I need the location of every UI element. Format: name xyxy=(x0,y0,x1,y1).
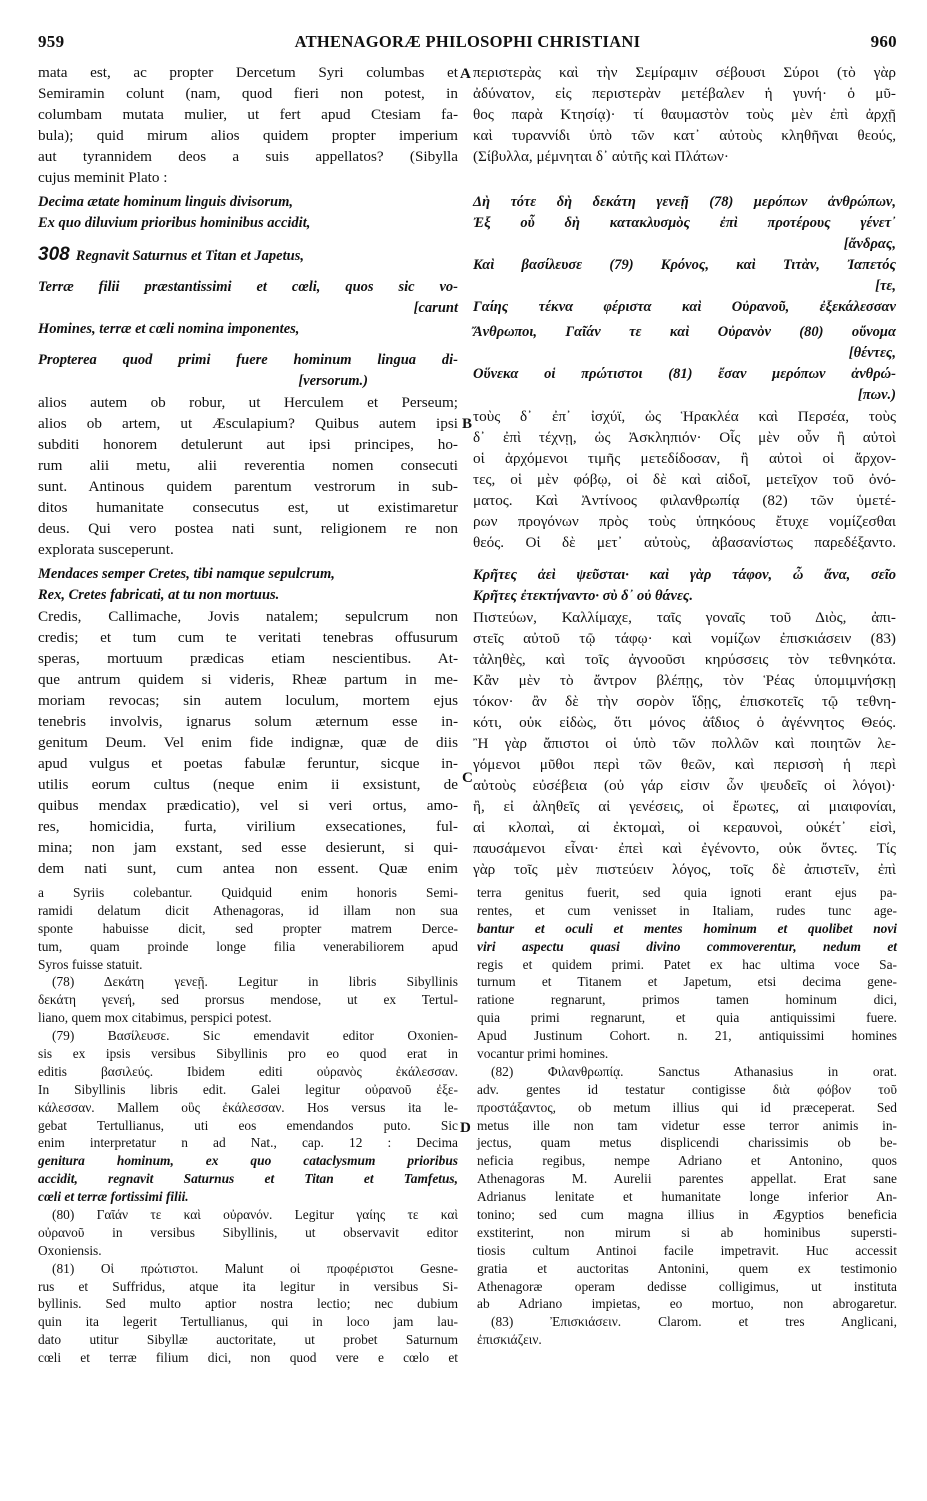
note-line: exstiterint, non mirum si ab hominibus supersti- xyxy=(477,1224,897,1240)
text-line: ἀδύνατον, εἰς περιστερὰν μετέβαλεν ἡ γυνή· ὁ μῦ- xyxy=(473,85,896,102)
note-line: genitura hominum, ex quo cataclysmum prioribus xyxy=(38,1153,458,1169)
text-line: utilis eorum cultus (neque enim ii exsistunt, de xyxy=(38,776,458,793)
text-line: αἱ κλοπαὶ, αἱ ἐκτομαὶ, οἱ κεραυνοὶ, οὐκέτ᾽ εἰσὶ, xyxy=(473,819,896,836)
note-line: dato utitur Sibyllæ auctoritate, ut probet Saturnum xyxy=(38,1332,458,1348)
running-title: ATHENAGORÆ PHILOSOPHI CHRISTIANI xyxy=(294,32,641,51)
text-line: alios autem ob robur, ut Herculem et Perseum; xyxy=(38,394,458,411)
note-line: (78) Δεκάτη γενεῇ. Legitur in libris Sibyllinis xyxy=(52,974,458,990)
note-line: enim interpretatur n ad Nat., cap. 12 : Decima xyxy=(38,1135,458,1151)
verse-line: Καὶ βασίλευσε (79) Κρόνος, καὶ Τιτὰν, Ἰαπετός xyxy=(473,257,896,273)
note-line: metus ille non tam videtur esse terror animis in- xyxy=(477,1117,897,1133)
text-line: aut tyrannidem deos a suis appellatos? (Sibylla xyxy=(38,148,458,165)
note-line: cœli et terræ fortissimi filii. xyxy=(38,1189,189,1205)
note-line: terra genitus fuerit, sed quia ignoti erant ejus pa- xyxy=(477,885,897,900)
note-line: viri aspectu quasi divino commoverentur, nedum et xyxy=(477,938,897,954)
note-line: rus et Suffridus, atque ita legitur in versibus Si- xyxy=(38,1278,458,1294)
note-line: Athenagoras M. Aurelii parentes appellat. Erat sane xyxy=(477,1171,897,1187)
text-line: Credis, Callimache, Jovis natalem; sepulcrum non xyxy=(38,608,458,625)
text-line: Ἢ γὰρ ἄπιστοι οἱ ὑπὸ τῶν πολλῶν καὶ ποιητῶν λε- xyxy=(473,735,896,752)
text-line: παυσάμενοι εἶναι· ἐπεὶ καὶ ἐγένοντο, οὐκ ὄντες. Τίς xyxy=(473,840,896,857)
note-line: Athenagoræ operam dedisse colligimus, ut instituta xyxy=(477,1278,897,1294)
text-line: οἱ ἀρχόμενοι τιμῆς μετεδίδοσαν, ἢ αὐτοὶ οἱ ἄρχον- xyxy=(473,450,896,467)
verse-line: Ἐξ οὗ δὴ κατακλυσμὸς ἐπὶ προτέρους γένετ᾽ xyxy=(473,215,896,231)
note-line: bantur et oculi et mentes hominum et quolibet novi xyxy=(477,920,897,936)
text-line: τἀληθὲς, καὶ τοῖς ἀγνοοῦσι κηρύσσεις τὸν τεθνηκότα. xyxy=(473,651,896,668)
verse-continuation: [πων.) xyxy=(857,387,896,403)
verse-continuation: [ἄνδρας, xyxy=(843,236,896,252)
running-header xyxy=(38,32,897,56)
text-line: τες, οἱ μὲν φόβῳ, οἱ δὲ καὶ αἰδοῖ, μετεῖχον τοῦ ὀνό- xyxy=(473,471,896,488)
text-line: rum alii metu, alii reverentia nomen consecuti xyxy=(38,457,458,474)
text-line: ἢ, εἰ ἀληθεῖς αἱ γενέσεις, οἱ ἔρωτες, αἱ μιαιφονίαι, xyxy=(473,798,896,815)
text-line: apud vulgus et poetas fabulæ feruntur, sicque in- xyxy=(38,755,458,772)
verse-line: Δὴ τότε δὴ δεκάτη γενεῇ (78) μερόπων ἀνθρώπων, xyxy=(473,194,896,210)
text-line: γὰρ τοῖς μὲν πιστεύειν λόγος, τοῖς δὲ ἀπιστεῖν, ἐπὶ xyxy=(473,861,896,878)
text-line: θος παρὰ Κτησίᾳ)· τί θαυμαστὸν τοὺς μὲν ἐπὶ ἀρχῇ xyxy=(473,106,896,123)
note-line: δεκάτη γενεή, sed prorsus mendose, ut ex Tertul- xyxy=(38,992,458,1008)
text-line: γόμενοι μῦθοι περὶ τῶν θεῶν, καὶ περισσὴ ἡ περὶ xyxy=(473,756,896,773)
note-line: Apud Justinum Cohort. n. 21, antiquissimi homines xyxy=(477,1028,897,1044)
text-line: moriam revocas; sin autem loculum, mortem ejus xyxy=(38,692,458,709)
verse-line: Γαίης τέκνα φέριστα καὶ Οὐρανοῦ, ἐξεκάλεσσαν xyxy=(473,299,896,315)
note-line: byllinis. Sed multo aptior nostra lectio; nec dubium xyxy=(38,1296,458,1312)
note-line: tonino; sed cum magna illius in Ægyptios beneficia xyxy=(477,1207,897,1223)
verse-line: Ἄνθρωποι, Γαῖάν τε καὶ Οὐρανὸν (80) οὔνομα xyxy=(473,324,896,340)
text-line: θεός. Οἱ δὲ μετ᾽ αὐτοὺς, ἀβασανίστως παρεδέξαντο. xyxy=(473,534,896,551)
column-marker-d: D xyxy=(460,1120,471,1136)
text-line: res, homicidia, furta, virilium exsecationes, ful- xyxy=(38,818,458,835)
verse-line: Rex, Cretes fabricati, at tu non mortuus. xyxy=(38,587,280,603)
verse-line: Mendaces semper Cretes, tibi namque sepulcrum, xyxy=(38,566,335,582)
note-line: κάλεσσαν. Mallem οὓς ἐκάλεσσαν. Hos versus ita le- xyxy=(38,1099,458,1115)
greek-column xyxy=(473,62,896,880)
verse-line: Terræ filii præstantissimi et cœli, quos sic vo- xyxy=(38,279,458,295)
text-line: explorata susceperunt. xyxy=(38,541,174,558)
column-marker-c: C xyxy=(462,770,473,786)
text-line: dem nati sunt, cum antea non essent. Quæ enim xyxy=(38,860,458,877)
note-line: editis βασιλεύς. Ibidem editi οὐρανὸς ἐκάλεσσαν. xyxy=(38,1063,458,1079)
text-line: mata est, ac propter Dercetum Syri columbas et xyxy=(38,64,458,81)
footnotes-right xyxy=(477,884,897,1349)
text-line: δ᾽ ἐπὶ τέχνῃ, ὡς Ἀσκληπιόν· Οἷς μὲν οὖν ἢ αὐτοὶ xyxy=(473,429,896,446)
note-line: regis et quidem primi. Patet ex hac ultima voce Sa- xyxy=(477,956,897,972)
verse-continuation: [τε, xyxy=(875,278,896,294)
note-line: sponte habuisse dicit, sed propter matrem Derce- xyxy=(38,920,458,936)
note-line: gebat Tertullianus, uti eos emendandos puto. Sic xyxy=(38,1117,458,1133)
verse-text: Regnavit Saturnus et Titan et Japetus, xyxy=(75,248,304,264)
verse-line: Decima ætate hominum linguis divisorum, xyxy=(38,194,293,210)
text-line: que antrum quidem si videris, Rheæ partum in me- xyxy=(38,671,458,688)
note-line: ab Adriano impietas, eo mortuo, non abrogaretur. xyxy=(477,1296,897,1312)
right-page-number: 960 xyxy=(870,32,897,51)
verse-continuation: [carunt xyxy=(413,300,458,316)
verse-line: Propterea quod primi fuere hominum lingua di- xyxy=(38,352,458,368)
text-line: Κἂν μὲν τὸ ἄντρον βλέπῃς, τὸν Ῥέας ὑπομιμνήσκῃ xyxy=(473,672,896,689)
verse-line-with-section xyxy=(38,244,458,265)
text-line: deus. Qui vero postea nati sunt, religionem re non xyxy=(38,520,458,537)
text-line: credis; et tum cum te veritati tenebras offusurum xyxy=(38,629,458,646)
note-line: sis ex ipsis versibus Sibyllinis pro eo quod erat in xyxy=(38,1046,458,1062)
note-line: cœli et terræ filium dici, non quod vere e cœlo et xyxy=(38,1350,458,1366)
left-page-number: 959 xyxy=(38,32,65,51)
verse-line: Ex quo diluvium prioribus hominibus accidit, xyxy=(38,215,311,231)
text-line: quibus mendax prædicatio), vel si veri ortus, amo- xyxy=(38,797,458,814)
text-line: sunt. Antinous quidem parentum vestrorum in sub- xyxy=(38,478,458,495)
text-line: bula); quid mirum alios quidem propter imperium xyxy=(38,127,458,144)
text-line: tenebris involvis, ignarus solum æternum esse in- xyxy=(38,713,458,730)
note-line: (81) Οἱ πρώτιστοι. Malunt οἱ προφέριστοι Gesne- xyxy=(52,1260,458,1276)
verse-continuation: [versorum.) xyxy=(298,373,368,389)
note-line: accidit, regnavit Saturnus et Titan et Tamfetus, xyxy=(38,1171,458,1187)
text-line: Πιστεύων, Καλλίμαχε, ταῖς γοναῖς τοῦ Διὸς, ἀπι- xyxy=(473,609,896,626)
note-line: προστάξαντος, ob metum illius qui id præceperat. Sed xyxy=(477,1099,897,1115)
note-line: (83) Ἐπισκιάσειν. Clarom. et tres Anglicani, xyxy=(491,1314,897,1330)
text-line: speras, mortuum prædicas etiam nescientibus. At- xyxy=(38,650,458,667)
text-line: mina; non jam exstant, sed esse desierunt, si qui- xyxy=(38,839,458,856)
note-line: neficia regibus, nempe Adriano et Antonino, quos xyxy=(477,1153,897,1169)
note-line: vocantur primi homines. xyxy=(477,1046,609,1062)
note-line: οὐρανοῦ in versibus Sibyllinis, ut observavit editor xyxy=(38,1224,458,1240)
section-number: 308 xyxy=(38,244,70,265)
note-line: (80) Γαῖάν τε καὶ οὐρανόν. Legitur γαίης τε καὶ xyxy=(52,1207,458,1223)
text-line: ρων προγόνων πρὸς τοὺς ὑπηκόους ἔτυχε νομίζεσθαι xyxy=(473,513,896,530)
text-line: ditos humanitate consecutus est, ut existimaretur xyxy=(38,499,458,516)
text-line: αὐτοὺς εὐσέβεια (οὐ γάρ εἰσιν ὧν ψευδεῖς οἱ λόγοι)· xyxy=(473,777,896,794)
text-line: κότι, οὐκ εἰδὼς, ὅτι μόνος ἀΐδιος ὁ ἀγέννητος Θεός. xyxy=(473,714,896,731)
text-line: στεῖς αὐτοῦ τῷ τάφῳ· καὶ νομίζων ἐπισκιάσειν (83) xyxy=(473,630,896,647)
text-line: καὶ τυραννίδι ὑπὸ τῶν κατ᾽ αὐτοὺς κληθῆναι θεούς, xyxy=(473,127,896,144)
verse-line: Κρῆτες ἐτεκτήναντο· σὺ δ᾽ οὐ θάνες. xyxy=(473,588,694,604)
verse-line: Homines, terræ et cœli nomina imponentes, xyxy=(38,321,300,337)
text-line: alios ob artem, ut Æsculapium? Quibus autem ipsi xyxy=(38,415,458,432)
note-line: Adrianus lenitate et humanitate longe inferior An- xyxy=(477,1189,897,1205)
note-line: tiosis cultum Antinoi facile impetravit. Huc accessit xyxy=(477,1242,897,1258)
latin-column xyxy=(38,62,458,879)
text-line: τόκον· ἂν δὲ τὴν σορὸν ἴδῃς, ἐπισκοτεῖς τῷ τεθνη- xyxy=(473,693,896,710)
footnotes-left xyxy=(38,884,458,1367)
text-line: cujus meminit Plato : xyxy=(38,169,168,186)
text-line: (Σίβυλλα, μέμνηται δ᾽ αὐτῆς καὶ Πλάτων· xyxy=(473,148,729,165)
text-line: Semiramin colunt (nam, quod fieri non potest, in xyxy=(38,85,458,102)
text-line: ματος. Καὶ Ἀντίνοος φιλανθρωπίᾳ (82) τῶν ὑμετέ- xyxy=(473,492,896,509)
note-line: rentes, et cum venisset in Italiam, rudes tunc age- xyxy=(477,902,897,918)
note-line: turnum et Titanem et Japetum, etsi decima gene- xyxy=(477,974,897,990)
text-line: περιστερὰς καὶ τὴν Σεμίραμιν σέβουσι Σύροι (τὸ γὰρ xyxy=(473,64,896,81)
note-line: Oxoniensis. xyxy=(38,1242,102,1258)
note-line: ramidi delatum dicit Athenagoras, id illam non sua xyxy=(38,902,458,918)
note-line: (82) Φιλανθρωπίᾳ. Sanctus Athanasius in orat. xyxy=(491,1063,897,1079)
note-line: ἐπισκιάζειν. xyxy=(477,1332,542,1348)
text-line: columbam mutata mulier, ut fert apud Ctesiam fa- xyxy=(38,106,458,123)
verse-line: Κρῆτες ἀεὶ ψεῦσται· καὶ γὰρ τάφον, ὦ ἄνα, σεῖο xyxy=(473,567,896,583)
text-line: subditi honorem detulerunt aut ipsi principes, ho- xyxy=(38,436,458,453)
verse-line: Οὕνεκα οἱ πρώτιστοι (81) ἔσαν μερόπων ἀνθρώ- xyxy=(473,366,896,382)
note-line: ratione regnarunt, primos tamen hominum dici, xyxy=(477,992,897,1008)
note-line: jectus, quam metus displicendi charissimis ob be- xyxy=(477,1135,897,1151)
note-line: In Sibyllinis libris edit. Galei legitur οὐρανοῦ ἐξε- xyxy=(38,1081,458,1097)
text-line: τοὺς δ᾽ ἐπ᾽ ἰσχύϊ, ὡς Ἡρακλέα καὶ Περσέα, τοὺς xyxy=(473,408,896,425)
note-line: (79) Βασίλευσε. Sic emendavit editor Oxonien- xyxy=(52,1028,458,1044)
note-line: liano, quem mox citabimus, perspici potest. xyxy=(38,1010,272,1026)
verse-continuation: [θέντες, xyxy=(848,345,896,361)
note-line: tum, quam proinde longe filia venerabiliorem apud xyxy=(38,938,458,954)
column-marker-b: B xyxy=(462,416,473,432)
text-line: genitum Deum. Vel enim fide indignæ, quæ de diis xyxy=(38,734,458,751)
column-marker-a: A xyxy=(460,66,471,82)
note-line: Syros fuisse statuit. xyxy=(38,956,143,972)
note-line: a Syriis colebantur. Quidquid enim honoris Semi- xyxy=(38,885,458,900)
note-line: quin ita legerit Tertullianus, qui in loco jam lau- xyxy=(38,1314,458,1330)
note-line: quia primi regnarunt, et quia antiquissimi fuere. xyxy=(477,1010,897,1026)
note-line: adv. gentes id testatur contigisse διὰ φόβον τοῦ xyxy=(477,1081,897,1097)
note-line: gratia et auctoritas Antonini, quem ex testimonio xyxy=(477,1260,897,1276)
